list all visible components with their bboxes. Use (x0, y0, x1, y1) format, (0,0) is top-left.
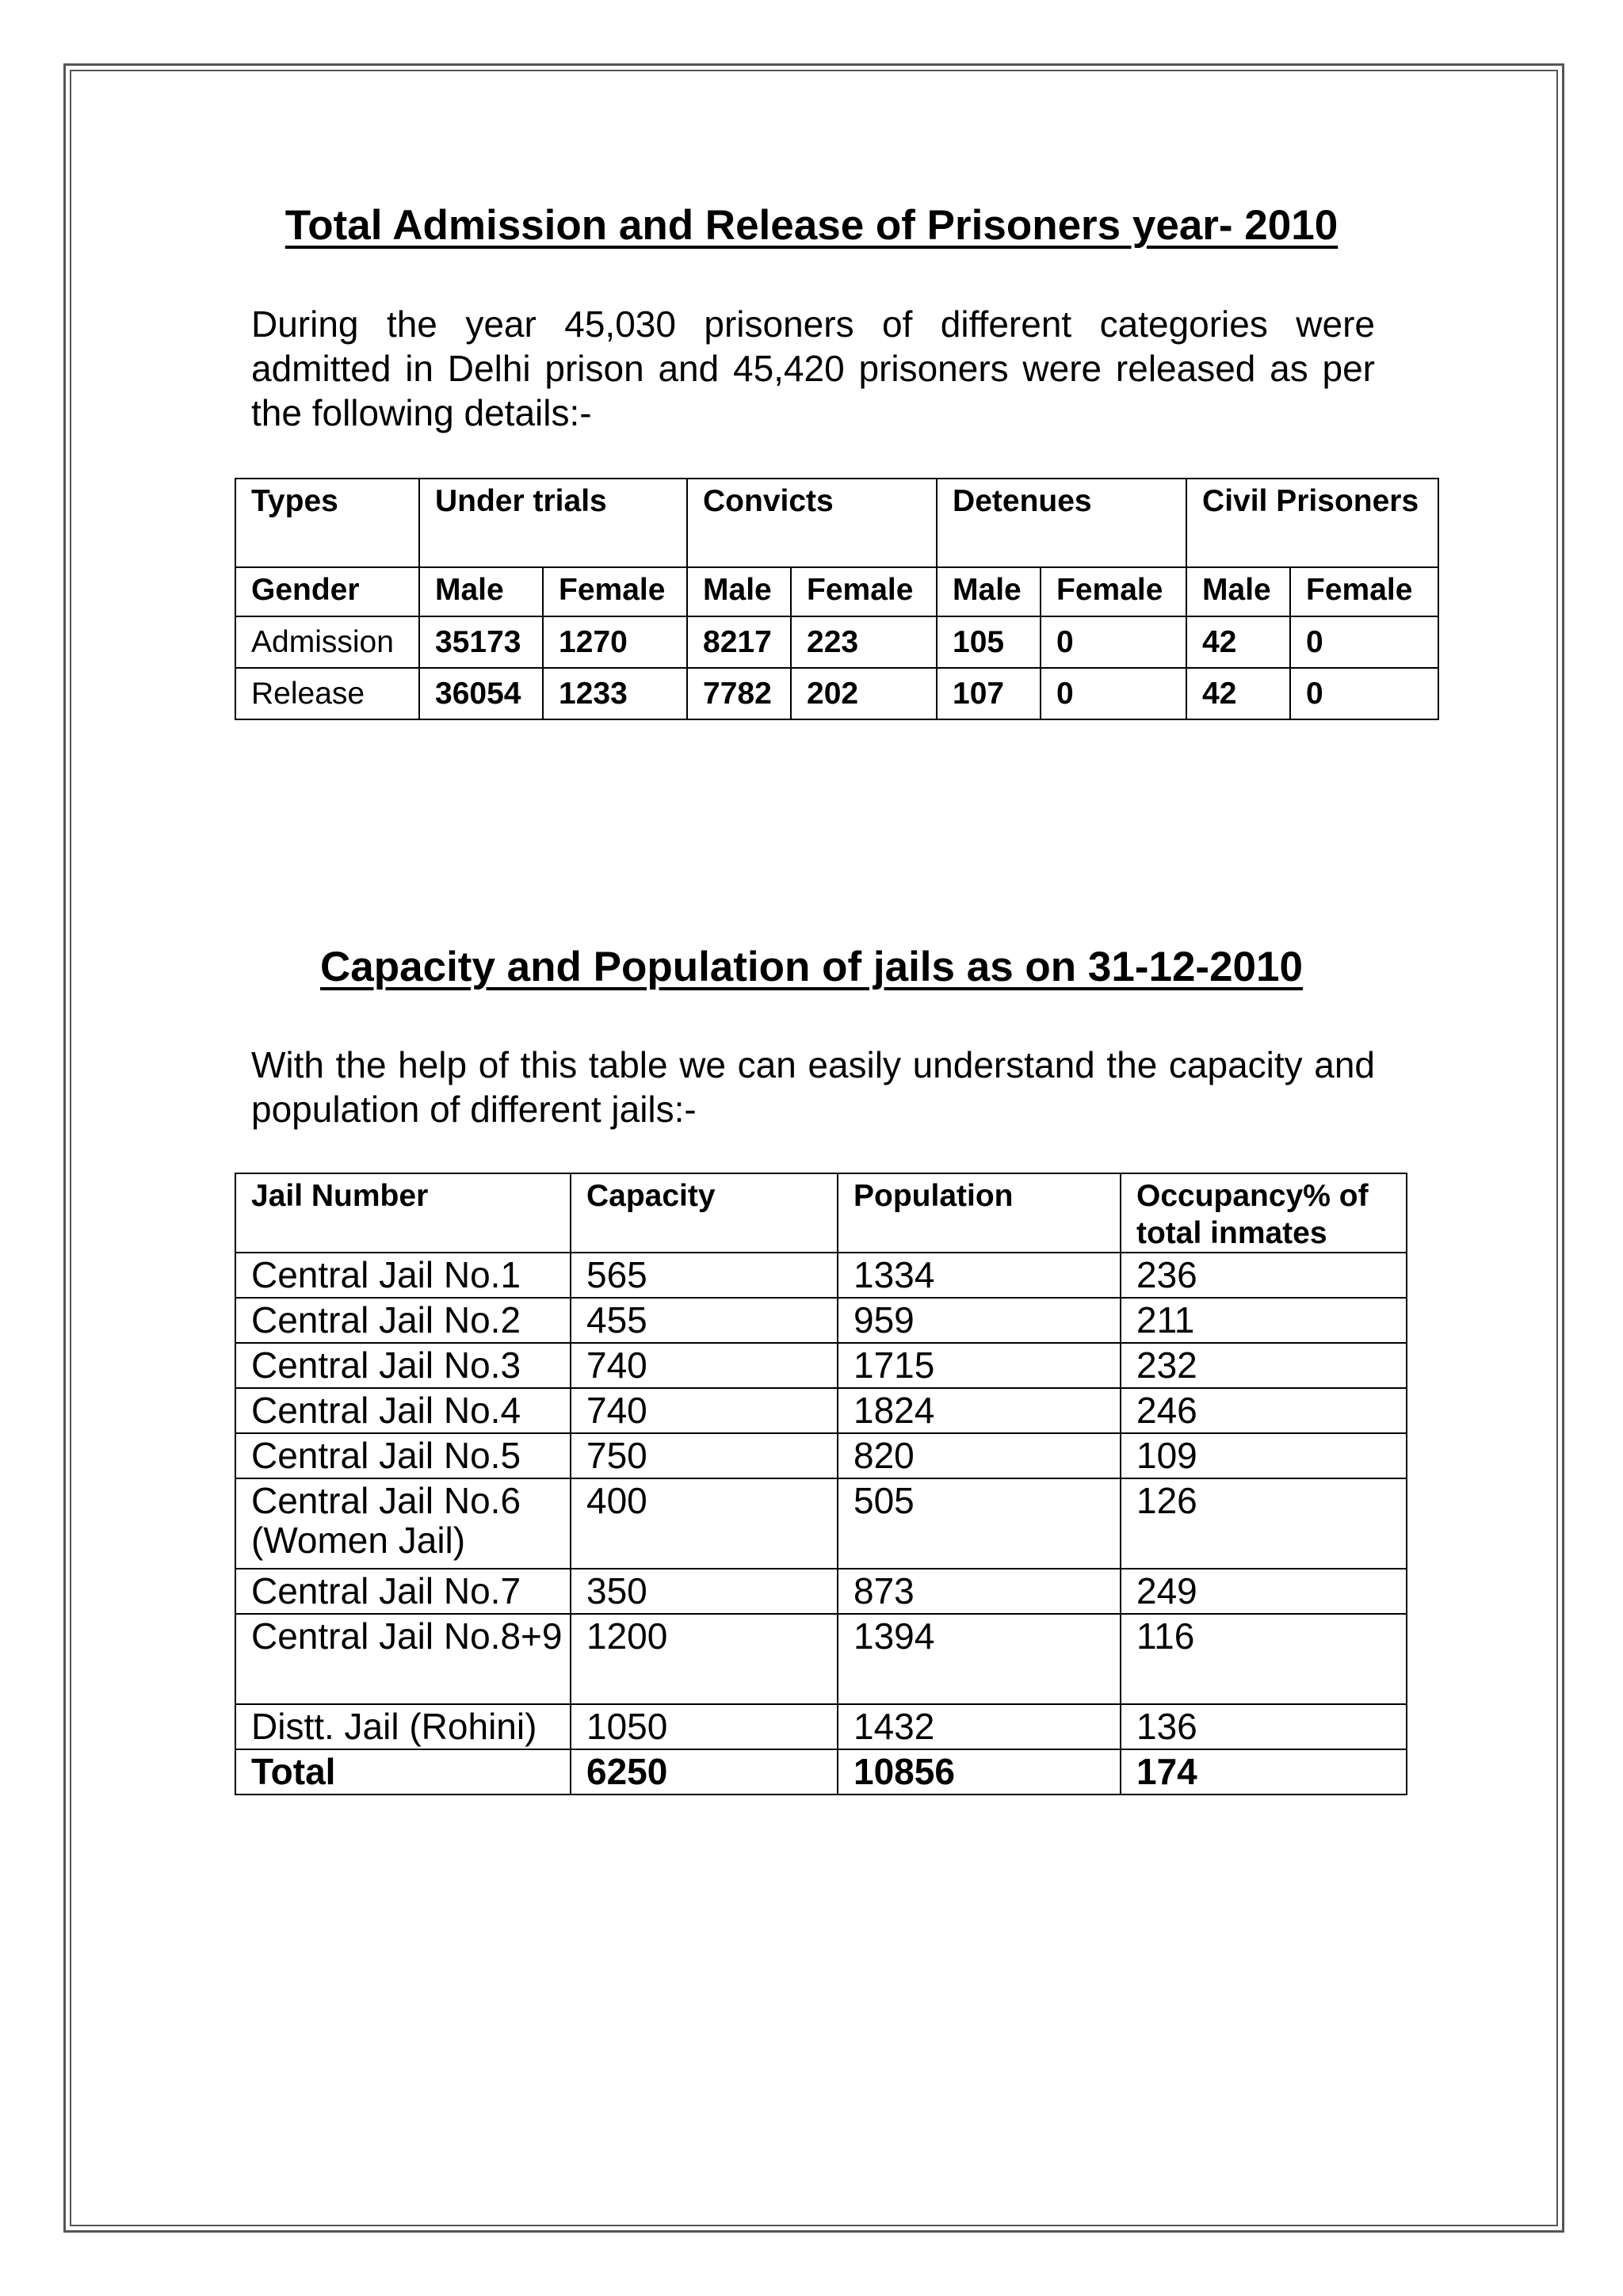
capacity-cell: 455 (571, 1298, 838, 1343)
population-cell: 505 (838, 1478, 1121, 1569)
jail-name: Central Jail No.6 (Women Jail) (235, 1478, 571, 1569)
category-convicts: Convicts (687, 479, 937, 567)
jail-name: Central Jail No.8+9 (235, 1614, 571, 1704)
category-under-trials: Under trials (419, 479, 687, 567)
table-cell: 202 (791, 668, 937, 719)
capacity-cell: 1050 (571, 1704, 838, 1749)
jail-capacity-table (235, 1173, 1407, 1795)
population-cell: 1432 (838, 1704, 1121, 1749)
table-cell: 0 (1041, 616, 1186, 668)
table-cell: 1233 (543, 668, 687, 719)
table-row (235, 1298, 1407, 1343)
table-row (235, 1433, 1407, 1478)
capacity-cell: 400 (571, 1478, 838, 1569)
occupancy-cell: 116 (1121, 1614, 1407, 1704)
total-label: Total (235, 1749, 571, 1794)
female-header: Female (543, 567, 687, 616)
occupancy-cell: 136 (1121, 1704, 1407, 1749)
table-row (235, 1614, 1407, 1704)
table-row (235, 1569, 1407, 1614)
table-cell: 36054 (419, 668, 543, 719)
male-header: Male (937, 567, 1041, 616)
population-cell: 873 (838, 1569, 1121, 1614)
table-cell: 107 (937, 668, 1041, 719)
row-label-release: Release (235, 668, 419, 719)
capacity-cell: 565 (571, 1253, 838, 1298)
occupancy-cell: 126 (1121, 1478, 1407, 1569)
types-row (235, 479, 1438, 567)
capacity-cell: 740 (571, 1388, 838, 1433)
total-row (235, 1749, 1407, 1794)
occupancy-cell: 232 (1121, 1343, 1407, 1388)
occupancy-cell: 109 (1121, 1433, 1407, 1478)
table-cell: 223 (791, 616, 937, 668)
table-row (235, 1388, 1407, 1433)
jail-name: Distt. Jail (Rohini) (235, 1704, 571, 1749)
row-label-admission: Admission (235, 616, 419, 668)
population-cell: 1824 (838, 1388, 1121, 1433)
section2-intro: With the help of this table we can easily understand the capacity and population of different jails:- (251, 1044, 1375, 1130)
category-detenues: Detenues (937, 479, 1186, 567)
occupancy-cell: 236 (1121, 1253, 1407, 1298)
table-cell: 7782 (687, 668, 791, 719)
female-header: Female (791, 567, 937, 616)
table-cell: 42 (1186, 616, 1290, 668)
header-capacity: Capacity (571, 1173, 838, 1253)
jail-name: Central Jail No.1 (235, 1253, 571, 1298)
male-header: Male (1186, 567, 1290, 616)
table-cell: 0 (1290, 668, 1438, 719)
jail-name: Central Jail No.2 (235, 1298, 571, 1343)
female-header: Female (1290, 567, 1438, 616)
section1-title: Total Admission and Release of Prisoners year- 2010 (285, 202, 1338, 249)
gender-label: Gender (235, 567, 419, 616)
category-civil-prisoners: Civil Prisoners (1186, 479, 1438, 567)
total-occupancy: 174 (1121, 1749, 1407, 1794)
types-label: Types (235, 479, 419, 567)
capacity-cell: 750 (571, 1433, 838, 1478)
table-cell: 0 (1041, 668, 1186, 719)
admission-row (235, 616, 1438, 668)
header-row (235, 1173, 1407, 1253)
population-cell: 820 (838, 1433, 1121, 1478)
table-cell: 105 (937, 616, 1041, 668)
total-capacity: 6250 (571, 1749, 838, 1794)
table-cell: 42 (1186, 668, 1290, 719)
population-cell: 1715 (838, 1343, 1121, 1388)
table-cell: 8217 (687, 616, 791, 668)
table-cell: 35173 (419, 616, 543, 668)
admission-release-table (235, 478, 1439, 720)
occupancy-cell: 211 (1121, 1298, 1407, 1343)
section1-intro: During the year 45,030 prisoners of different categories were admitted in Delhi prison and 45,420 prisoners were released as per the following details:- (251, 303, 1375, 433)
table-cell: 0 (1290, 616, 1438, 668)
jail-name: Central Jail No.4 (235, 1388, 571, 1433)
jail-name: Central Jail No.3 (235, 1343, 571, 1388)
male-header: Male (687, 567, 791, 616)
release-row (235, 668, 1438, 719)
jail-name: Central Jail No.5 (235, 1433, 571, 1478)
table-row (235, 1478, 1407, 1569)
capacity-cell: 350 (571, 1569, 838, 1614)
section2-title: Capacity and Population of jails as on 31-12-2010 (320, 944, 1303, 990)
occupancy-cell: 249 (1121, 1569, 1407, 1614)
header-occupancy: Occupancy% of total inmates (1121, 1173, 1407, 1253)
table-row (235, 1343, 1407, 1388)
table-cell: 1270 (543, 616, 687, 668)
population-cell: 959 (838, 1298, 1121, 1343)
occupancy-cell: 246 (1121, 1388, 1407, 1433)
table-row (235, 1704, 1407, 1749)
population-cell: 1394 (838, 1614, 1121, 1704)
total-population: 10856 (838, 1749, 1121, 1794)
gender-row (235, 567, 1438, 616)
male-header: Male (419, 567, 543, 616)
capacity-cell: 1200 (571, 1614, 838, 1704)
header-population: Population (838, 1173, 1121, 1253)
header-jail-number: Jail Number (235, 1173, 571, 1253)
table-row (235, 1253, 1407, 1298)
capacity-cell: 740 (571, 1343, 838, 1388)
jail-name: Central Jail No.7 (235, 1569, 571, 1614)
female-header: Female (1041, 567, 1186, 616)
population-cell: 1334 (838, 1253, 1121, 1298)
